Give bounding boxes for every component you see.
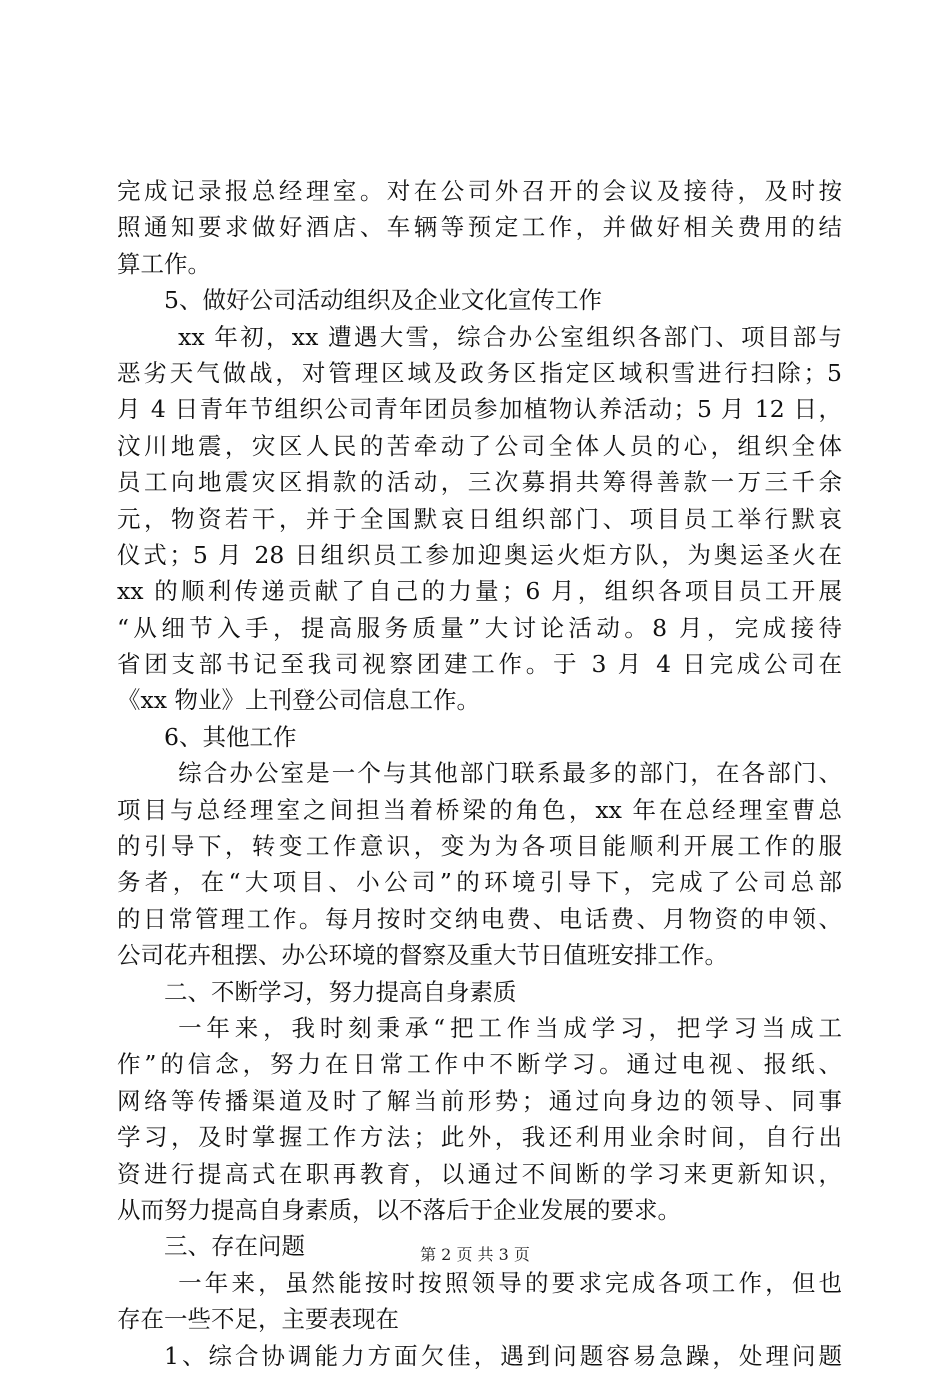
text-line: 公司花卉租摆、办公环境的督察及重大节日值班安排工作。: [117, 941, 728, 970]
text-line: 三、存在问题: [164, 1232, 305, 1261]
text-line: 汶川地震，灾区人民的苦牵动了公司全体人员的心，组织全体: [117, 431, 842, 460]
text-line: 省团支部书记至我司视察团建工作。于 3 月 4 日完成公司在: [117, 650, 842, 679]
page-footer: 第 2 页 共 3 页: [420, 1245, 530, 1264]
text-line: 6、其他工作: [164, 722, 297, 751]
text-line: 作”的信念，努力在日常工作中不断学习。通过电视、报纸、: [117, 1050, 842, 1079]
text-line: 算工作。: [117, 249, 211, 278]
text-line: 完成记录报总经理室。对在公司外召开的会议及接待，及时按: [117, 177, 842, 205]
text-line: 的引导下，转变工作意识，变为为各项目能顺利开展工作的服: [117, 832, 842, 861]
text-line: 照通知要求做好酒店、车辆等预定工作，并做好相关费用的结: [117, 213, 842, 242]
text-line: 资进行提高式在职再教育，以通过不间断的学习来更新知识，: [117, 1159, 842, 1188]
text-line: 恶劣天气做战，对管理区域及政务区指定区域积雪进行扫除；5: [117, 358, 842, 387]
text-line: 月 4 日青年节组织公司青年团员参加植物认养活动；5 月 12 日，: [117, 395, 842, 424]
text-line: 仪式；5 月 28 日组织员工参加迎奥运火炬方队，为奥运圣火在: [117, 540, 842, 569]
text-line: 一年来，虽然能按时按照领导的要求完成各项工作，但也: [178, 1268, 842, 1297]
text-line: xx 年初，xx 遭遇大雪，综合办公室组织各部门、项目部与: [178, 322, 842, 351]
text-line: 的日常管理工作。每月按时交纳电费、电话费、月物资的申领、: [117, 904, 842, 933]
text-line: 学习，及时掌握工作方法；此外，我还利用业余时间，自行出: [117, 1123, 842, 1152]
text-line: xx 的顺利传递贡献了自己的力量；6 月，组织各项目员工开展: [117, 577, 842, 606]
text-line: 5、做好公司活动组织及企业文化宣传工作: [164, 286, 602, 315]
text-line: 从而努力提高自身素质，以不落后于企业发展的要求。: [117, 1195, 681, 1224]
text-line: “从细节入手，提高服务质量”大讨论活动。8 月，完成接待: [117, 613, 842, 642]
text-line: 1、综合协调能力方面欠佳，遇到问题容易急躁，处理问题: [164, 1341, 842, 1370]
text-line: 项目与总经理室之间担当着桥梁的角色，xx 年在总经理室曹总: [117, 795, 842, 824]
text-line: 《xx 物业》上刊登公司信息工作。: [117, 686, 480, 715]
text-line: 一年来，我时刻秉承“把工作当成学习，把学习当成工: [178, 1013, 842, 1042]
text-line: 员工向地震灾区捐款的活动，三次募捐共筹得善款一万三千余: [117, 468, 842, 497]
text-line: 二、不断学习，努力提高自身素质: [164, 977, 517, 1006]
text-line: 网络等传播渠道及时了解当前形势；通过向身边的领导、同事: [117, 1086, 842, 1115]
text-line: 存在一些不足，主要表现在: [117, 1305, 399, 1334]
text-line: 务者，在“大项目、小公司”的环境引导下，完成了公司总部: [117, 868, 842, 897]
document-body: [117, 173, 842, 1374]
text-line: 元，物资若干，并于全国默哀日组织部门、项目员工举行默哀: [117, 504, 842, 533]
text-line: 综合办公室是一个与其他部门联系最多的部门，在各部门、: [178, 759, 842, 788]
